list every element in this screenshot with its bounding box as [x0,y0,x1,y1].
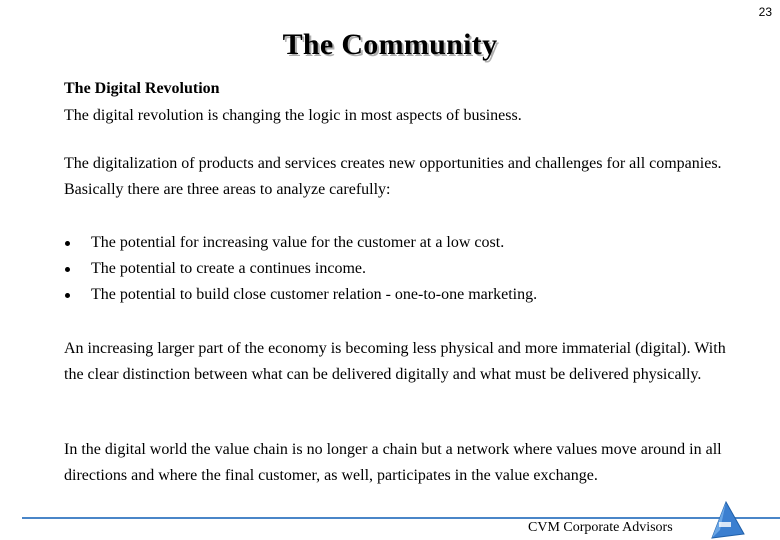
footer-company-name: CVM Corporate Advisors [528,520,673,535]
list-item [64,230,724,256]
bullet-list [64,230,724,308]
list-item-text: The potential for increasing value for the customer at a low cost. [91,234,505,251]
bullet-icon [65,267,70,272]
paragraph-digitalization: The digitalization of products and services creates new opportunities and challenges for all companies. Basically there are three areas to analyze carefully: [64,155,722,198]
page-title: The Community [282,28,498,61]
triangle-logo-icon [706,500,746,540]
list-item [64,282,724,308]
bullet-icon [65,293,70,298]
bullet-icon [65,241,70,246]
footer-divider [22,517,780,519]
list-item-text: The potential to build close customer relation - one-to-one marketing. [91,286,538,303]
page-number: 23 [758,5,772,19]
list-item [64,256,724,282]
list-item-text: The potential to create a continues income. [91,260,366,277]
paragraph-value-chain: In the digital world the value chain is no longer a chain but a network where values move around in all directions and where the final customer, as well, participates in the value exchange. [64,441,722,484]
paragraph-economy: An increasing larger part of the economy is becoming less physical and more immaterial (digital). With the clear distinction between what can be delivered digitally and what must be delivered physically. [64,340,726,383]
section-heading: The Digital Revolution [64,80,220,97]
paragraph-intro: The digital revolution is changing the logic in most aspects of business. [64,107,522,124]
